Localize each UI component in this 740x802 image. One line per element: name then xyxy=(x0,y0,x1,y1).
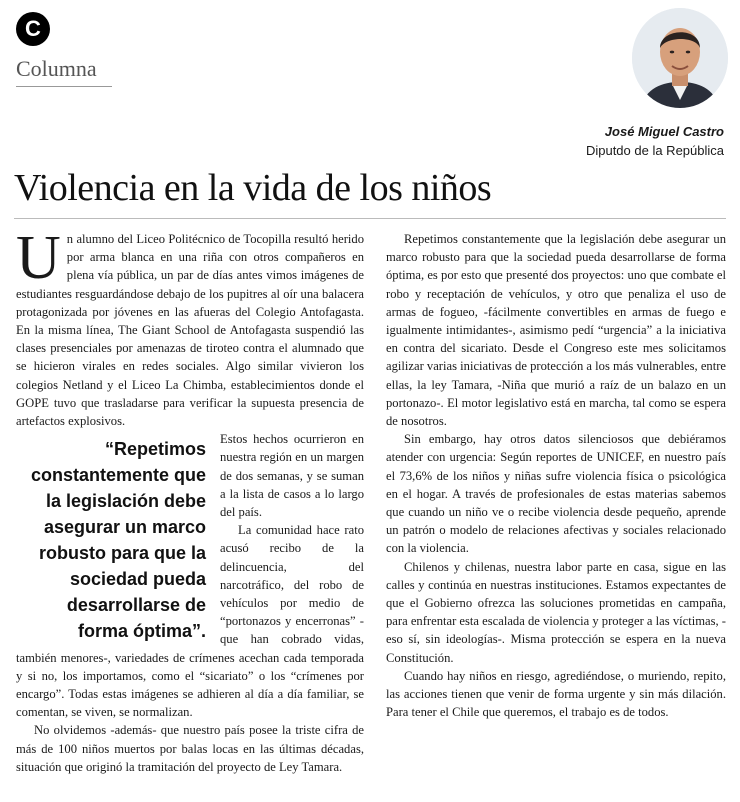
headline: Violencia en la vida de los niños xyxy=(14,167,492,209)
pull-quote: “Repetimos constantemente que la legislación debe asegurar un marco robusto para que la sociedad pueda desarrollarse de forma óptima”. xyxy=(30,439,206,642)
drop-cap: U xyxy=(16,224,61,292)
pullquote-wrap xyxy=(16,430,364,721)
paragraph: Repetimos constantemente que la legislación debe asegurar un marco robusto para que la sociedad pueda desarrollarse de forma óptima, es por esto que presenté dos proyectos: uno que combate el robo y receptación de vehículos, y otro que penaliza el uso de armas de fogueo, -fácilmente convertibles en armas de fuego e igualmente intimidantes-, asimismo pedí “urgencia” a la iniciativa en contra del sicariato. Desde el Congreso este mes solicitamos agilizar varias iniciativas de protección a los más vulnerables, entre ellas, la ley Tamara, -Niña que murió a raíz de un balazo en un portonazo-. El motor legislativo está en marcha, tal como se espera de nosotros. xyxy=(386,232,726,429)
paragraph: No olvidemos -además- que nuestro país posee la triste cifra de más de 100 niños muertos por balas locas en las últimas décadas, situación que originó la tramitación del proyecto de Ley Tamara. xyxy=(16,723,364,774)
article-column-left xyxy=(16,224,364,776)
author-name: José Miguel Castro xyxy=(604,124,724,139)
paragraph: Sin embargo, hay otros datos silenciosos que debiéramos atender con urgencia: Según reportes de UNICEF, en nuestro país el 73,6% de los niños y niñas sufre violencia física o psicológica en el hogar. A través de profesionales de estas materias sabemos que cuando un niño ve o recibe violencia desde pequeño, aprende un patrón o modelo de relaciones afectivas y sociales relacionado con la violencia. xyxy=(386,432,726,556)
paragraph: Cuando hay niños en riesgo, agrediéndose, o muriendo, repito, las acciones tienen que venir de forma urgente y sin más dilación. Para tener el Chile que queremos, el trabajo es de todos. xyxy=(386,668,726,720)
divider xyxy=(16,86,112,87)
paragraph: Un alumno del Liceo Politécnico de Tocopilla resultó herido por arma blanca en una riña con otros compañeros en plena vía pública, un par de días antes vimos imágenes de estudiantes resguardándose debajo de los pupitres al oír una balacera protagonizada por jóvenes en las afueras del Colegio Antofagasta. En la misma línea, The Giant School de Antofagasta suspendió las clases presenciales por amenazas de tiroteo contra el alumnado que se hicieron virales en redes sociales. Algo similar vivieron los colegios Netland y el Liceo La Chimba, establecimientos donde el GOPE tuvo que trasladarse para verificar la supuesta presencia de artefactos explosivos. xyxy=(16,224,364,429)
paragraph: Chilenos y chilenas, nuestra labor parte en casa, sigue en las calles y continúa en nuestras instituciones. Estamos expectantes de que el Gobierno ofrezca las soluciones prometidas en campaña, para enfrentar esta escalada de violencia y proteger a las víctimas, -eso sí, sin ideologías-. Misma protección se espera en la nueva Constitución. xyxy=(386,559,726,665)
divider xyxy=(14,218,726,219)
author-role: Diputdo de la República xyxy=(585,143,724,158)
section-badge: C xyxy=(16,12,50,46)
author-photo xyxy=(632,8,728,108)
article-column-right xyxy=(386,230,726,721)
paragraph: Estos hechos ocurrieron en nuestra región en un margen de dos semanas, y se suman a la lista de casos a lo largo del país. xyxy=(220,432,364,520)
section-label: Columna xyxy=(16,56,97,81)
paragraph: La comunidad hace rato acusó recibo de la delincuencia, del narcotráfico, del robo de vehículos por medio de “portonazos y encerronas” -que han cobrado vidas, también menores-, variedades de crímenes acechan cada temporada y si no, los importamos, como el “sicariato” o los “crímenes por encargo”. Todas estas imágenes se adhieren al día a día familiar, se comentan, se viven, se normalizan. xyxy=(16,523,364,720)
